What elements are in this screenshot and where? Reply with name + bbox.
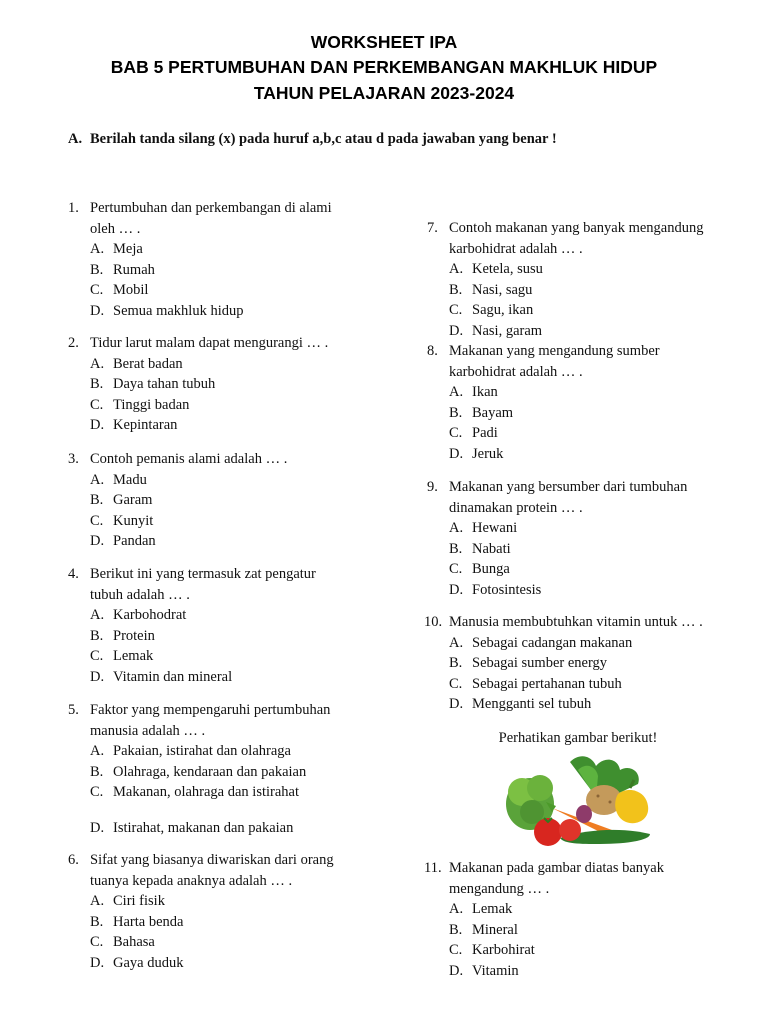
question-text-line: Makanan pada gambar diatas banyak — [449, 860, 664, 876]
question-3 — [68, 449, 368, 552]
question-text-line: Contoh makanan yang banyak mengandung — [449, 220, 704, 236]
option-letter: C. — [90, 396, 104, 413]
vegetables-illustration-icon — [500, 752, 658, 852]
option-text: Lemak — [113, 648, 154, 665]
option-text: Istirahat, makanan dan pakaian — [113, 819, 294, 836]
option-text: Ciri fisik — [113, 893, 165, 910]
question-7 — [427, 218, 727, 342]
question-number: 8. — [427, 343, 438, 359]
option-letter: C. — [90, 512, 104, 529]
option-text: Nasi, sagu — [472, 281, 533, 298]
option-letter: A. — [449, 901, 464, 918]
answer-option[interactable] — [68, 953, 359, 974]
option-text: Nasi, garam — [472, 322, 543, 339]
option-text: Daya tahan tubuh — [113, 376, 216, 393]
question-number: 1. — [68, 200, 79, 216]
option-text: Madu — [113, 471, 147, 488]
option-text: Bahasa — [113, 934, 155, 951]
question-text-line: Makanan yang mengandung sumber — [449, 343, 660, 359]
option-letter: A. — [90, 743, 105, 760]
option-text: Pandan — [113, 533, 156, 550]
option-letter: A. — [90, 607, 105, 624]
option-letter: D. — [449, 696, 464, 713]
answer-option[interactable] — [68, 470, 368, 491]
option-letter: A. — [90, 241, 105, 258]
answer-option[interactable] — [427, 382, 727, 403]
question-number: 6. — [68, 852, 79, 868]
answer-option[interactable] — [68, 280, 368, 301]
option-text: Semua makhluk hidup — [113, 302, 244, 319]
question-11 — [424, 858, 727, 982]
option-letter: B. — [449, 281, 463, 298]
answer-option[interactable] — [427, 899, 727, 920]
answer-option[interactable] — [427, 518, 727, 539]
option-letter: D. — [449, 581, 464, 598]
option-letter: B. — [449, 540, 463, 557]
question-text-line: Berikut ini yang termasuk zat pengatur — [90, 566, 316, 582]
question-text-line: tubuh adalah … . — [90, 586, 190, 603]
option-text: Bunga — [472, 561, 510, 578]
answer-option[interactable] — [68, 667, 368, 688]
option-text: Garam — [113, 492, 153, 509]
question-4 — [68, 564, 368, 688]
question-2 — [68, 333, 368, 436]
answer-option[interactable] — [427, 920, 727, 941]
school-year: TAHUN PELAJARAN 2023-2024 — [253, 83, 515, 103]
option-text: Ketela, susu — [472, 261, 543, 278]
answer-option[interactable] — [427, 559, 727, 580]
option-letter: A. — [90, 355, 105, 372]
option-letter: C. — [90, 648, 104, 665]
answer-option[interactable] — [427, 280, 727, 301]
option-letter: C. — [449, 302, 463, 319]
option-letter: C. — [90, 784, 104, 801]
option-letter: D. — [90, 668, 105, 685]
option-text: Bayam — [472, 404, 514, 421]
option-letter: C. — [90, 282, 104, 299]
question-8 — [427, 341, 727, 465]
instruction-marker: A. — [68, 131, 83, 147]
answer-option[interactable] — [427, 539, 727, 560]
answer-option[interactable] — [427, 674, 727, 695]
answer-option[interactable] — [427, 961, 727, 982]
option-letter: A. — [90, 893, 105, 910]
question-number: 2. — [68, 335, 79, 351]
question-number: 9. — [427, 479, 438, 495]
answer-option[interactable] — [68, 354, 368, 375]
option-letter: A. — [449, 520, 464, 537]
option-letter: D. — [449, 445, 464, 462]
option-text: Kepintaran — [113, 417, 178, 434]
answer-option[interactable] — [427, 940, 727, 961]
worksheet-title: WORKSHEET IPA — [310, 32, 458, 52]
answer-option[interactable] — [427, 321, 727, 342]
question-number: 3. — [68, 451, 79, 467]
question-text-line: Faktor yang mempengaruhi pertumbuhan — [90, 702, 331, 718]
option-text: Fotosintesis — [472, 581, 542, 598]
answer-option[interactable] — [427, 403, 727, 424]
option-letter: A. — [449, 634, 464, 651]
question-text-line: dinamakan protein … . — [449, 499, 583, 516]
answer-option[interactable] — [427, 633, 727, 654]
chapter-title: BAB 5 PERTUMBUHAN DAN PERKEMBANGAN MAKHLUK HIDUP — [110, 57, 658, 77]
option-letter: A. — [90, 471, 105, 488]
question-5 — [68, 700, 368, 839]
option-text: Meja — [113, 241, 143, 258]
question-text-line: Pertumbuhan dan perkembangan di alami — [90, 200, 332, 216]
option-text: Gaya duduk — [113, 954, 184, 971]
option-letter: C. — [90, 934, 104, 951]
question-text-line: mengandung … . — [449, 880, 550, 897]
option-letter: B. — [449, 404, 463, 421]
answer-option[interactable] — [427, 694, 727, 715]
answer-option[interactable] — [427, 653, 727, 674]
question-number: 7. — [427, 220, 438, 236]
answer-option[interactable] — [68, 301, 368, 322]
option-letter: B. — [90, 261, 104, 278]
answer-option[interactable] — [427, 580, 727, 601]
question-text-line: Contoh pemanis alami adalah … . — [90, 451, 288, 467]
option-letter: D. — [90, 819, 105, 836]
option-text: Hewani — [472, 520, 518, 537]
option-text: Ikan — [472, 384, 498, 401]
option-text: Rumah — [113, 261, 155, 278]
question-text-line: Tidur larut malam dapat mengurangi … . — [90, 335, 329, 351]
option-text: Karbohirat — [472, 942, 535, 959]
option-letter: B. — [449, 921, 463, 938]
question-10 — [424, 612, 727, 715]
question-text-line: karbohidrat adalah … . — [449, 240, 583, 257]
option-text: Sebagai sumber energy — [472, 655, 608, 672]
option-letter: B. — [90, 627, 104, 644]
answer-option[interactable] — [427, 300, 727, 321]
option-text: Mengganti sel tubuh — [472, 696, 592, 713]
question-number: 5. — [68, 702, 79, 718]
answer-option[interactable] — [427, 259, 727, 280]
option-letter: B. — [90, 492, 104, 509]
question-number: 4. — [68, 566, 79, 582]
option-text: Karbohodrat — [113, 607, 187, 624]
option-letter: D. — [90, 302, 105, 319]
question-6 — [68, 850, 359, 974]
picture-caption: Perhatikan gambar berikut! — [498, 730, 658, 746]
option-text: Sagu, ikan — [472, 302, 534, 319]
instruction — [68, 131, 557, 148]
question-text-line: oleh … . — [90, 220, 141, 237]
answer-option[interactable] — [68, 395, 368, 416]
question-9 — [427, 477, 727, 601]
answer-option[interactable] — [68, 415, 368, 436]
option-letter: A. — [449, 384, 464, 401]
option-text: Olahraga, kendaraan dan pakaian — [113, 763, 307, 780]
option-text: Tinggi badan — [113, 396, 190, 413]
question-text-line: karbohidrat adalah … . — [449, 363, 583, 380]
option-letter: C. — [449, 675, 463, 692]
option-letter: D. — [449, 962, 464, 979]
answer-option[interactable] — [68, 531, 368, 552]
option-text: Protein — [113, 627, 155, 644]
question-number: 11. — [424, 860, 442, 876]
instruction-text: Berilah tanda silang (x) pada huruf a,b,c atau d pada jawaban yang benar ! — [90, 131, 557, 147]
option-text: Sebagai pertahanan tubuh — [472, 675, 622, 692]
answer-option[interactable] — [68, 932, 359, 953]
answer-option[interactable] — [68, 605, 368, 626]
option-text: Sebagai cadangan makanan — [472, 634, 633, 651]
answer-option[interactable] — [68, 762, 368, 783]
option-letter: B. — [90, 763, 104, 780]
answer-option[interactable] — [68, 818, 368, 839]
answer-option[interactable] — [68, 490, 368, 511]
answer-option[interactable] — [68, 626, 368, 647]
option-text: Berat badan — [113, 355, 183, 372]
option-letter: C. — [449, 561, 463, 578]
option-letter: B. — [90, 376, 104, 393]
question-text-line: manusia adalah … . — [90, 722, 206, 739]
answer-option[interactable] — [68, 782, 368, 803]
option-letter: B. — [90, 913, 104, 930]
answer-option[interactable] — [68, 646, 368, 667]
answer-option[interactable] — [68, 741, 368, 762]
option-text: Vitamin — [472, 962, 519, 979]
option-text: Padi — [472, 425, 498, 442]
option-letter: C. — [449, 425, 463, 442]
option-letter: B. — [449, 655, 463, 672]
answer-option[interactable] — [68, 239, 368, 260]
option-letter: D. — [90, 533, 105, 550]
answer-option[interactable] — [68, 374, 368, 395]
option-text: Nabati — [472, 540, 511, 557]
question-text-line: Manusia membubtuhkan vitamin untuk … . — [449, 614, 703, 630]
option-text: Mineral — [472, 921, 518, 938]
option-letter: C. — [449, 942, 463, 959]
answer-option[interactable] — [68, 511, 368, 532]
question-1 — [68, 198, 368, 322]
option-text: Makanan, olahraga dan istirahat — [113, 784, 300, 801]
option-text: Lemak — [472, 901, 513, 918]
option-text: Mobil — [113, 282, 149, 299]
option-text: Harta benda — [113, 913, 184, 930]
option-text: Pakaian, istirahat dan olahraga — [113, 743, 291, 760]
option-text: Kunyit — [113, 512, 154, 529]
option-letter: D. — [449, 322, 464, 339]
option-text: Vitamin dan mineral — [113, 668, 233, 685]
answer-option[interactable] — [68, 260, 368, 281]
option-letter: D. — [90, 954, 105, 971]
answer-option[interactable] — [427, 444, 727, 465]
option-letter: A. — [449, 261, 464, 278]
answer-option[interactable] — [68, 912, 359, 933]
question-text-line: Makanan yang bersumber dari tumbuhan — [449, 479, 688, 495]
answer-option[interactable] — [68, 891, 359, 912]
question-text-line: Sifat yang biasanya diwariskan dari orang — [90, 852, 334, 868]
question-number: 10. — [424, 614, 443, 630]
option-letter: D. — [90, 417, 105, 434]
answer-option[interactable] — [427, 423, 727, 444]
question-text-line: tuanya kepada anaknya adalah … . — [90, 872, 293, 889]
option-text: Jeruk — [472, 445, 504, 462]
